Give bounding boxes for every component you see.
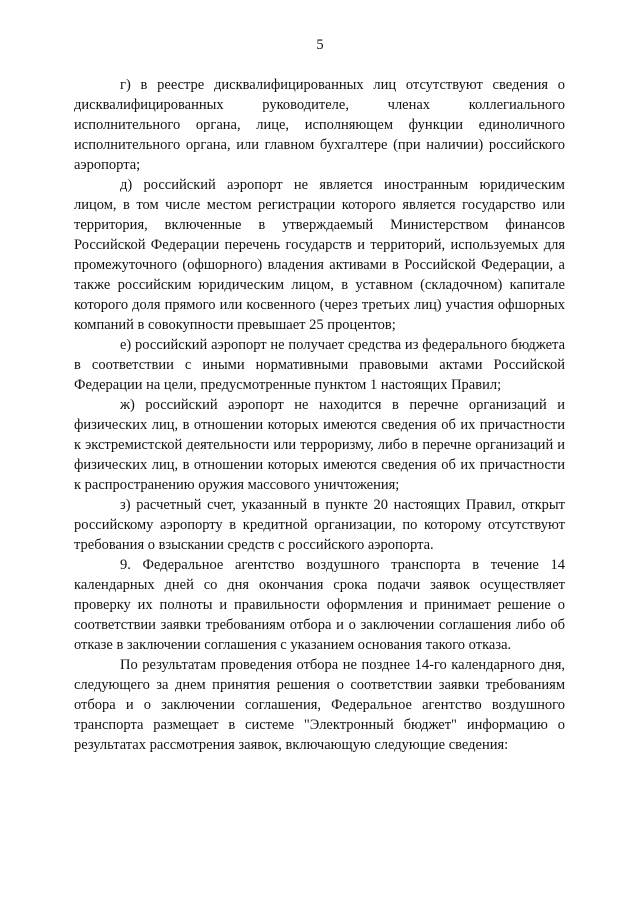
document-body: [74, 75, 565, 755]
paragraph-9: 9. Федеральное агентство воздушного транспорта в течение 14 календарных дней со дня окончания срока подачи заявок осуществляет проверку их полноты и правильности оформления и принимает решение о соответствии заявки требованиям отбора и о заключении соглашения либо об отказе в заключении соглашения с указанием основания такого отказа.: [74, 557, 565, 653]
paragraph-z: з) расчетный счет, указанный в пункте 20 настоящих Правил, открыт российскому аэропорту в кредитной организации, по которому отсутствуют требования о взыскании средств с российского аэропорта.: [74, 497, 565, 553]
paragraph-e: е) российский аэропорт не получает средства из федерального бюджета в соответствии с иными нормативными правовыми актами Российской Федерации на цели, предусмотренные пунктом 1 настоящих Правил;: [74, 337, 565, 393]
paragraph-results: По результатам проведения отбора не позднее 14-го календарного дня, следующего за днем принятия решения о соответствии заявки требованиям отбора и о заключении соглашения, Федеральное агентство воздушного транспорта размещает в системе "Электронный бюджет" информацию о результатах рассмотрения заявок, включающую следующие сведения:: [74, 657, 565, 753]
paragraph-zh: ж) российский аэропорт не находится в перечне организаций и физических лиц, в отношении которых имеются сведения об их причастности к экстремистской деятельности или терроризму, либо в перечне организаций и физических лиц, в отношении которых имеются сведения об их причастности к распространению оружия массового уничтожения;: [74, 397, 565, 493]
paragraph-g: г) в реестре дисквалифицированных лиц отсутствуют сведения о дисквалифицированных руководителе, членах коллегиального исполнительного органа, лице, исполняющем функции единоличного исполнительного органа, или главном бухгалтере (при наличии) российского аэропорта;: [74, 77, 565, 173]
page-number: 5: [316, 37, 324, 53]
paragraph-d: д) российский аэропорт не является иностранным юридическим лицом, в том числе местом регистрации которого является государство или территория, включенные в утверждаемый Министерством финансов Российской Федерации перечень государств и территорий, используемых для промежуточного (офшорного) владения активами в Российской Федерации, а также российским юридическим лицом, в уставном (складочном) капитале которого доля прямого или косвенного (через третьих лиц) участия офшорных компаний в совокупности превышает 25 процентов;: [74, 177, 565, 333]
